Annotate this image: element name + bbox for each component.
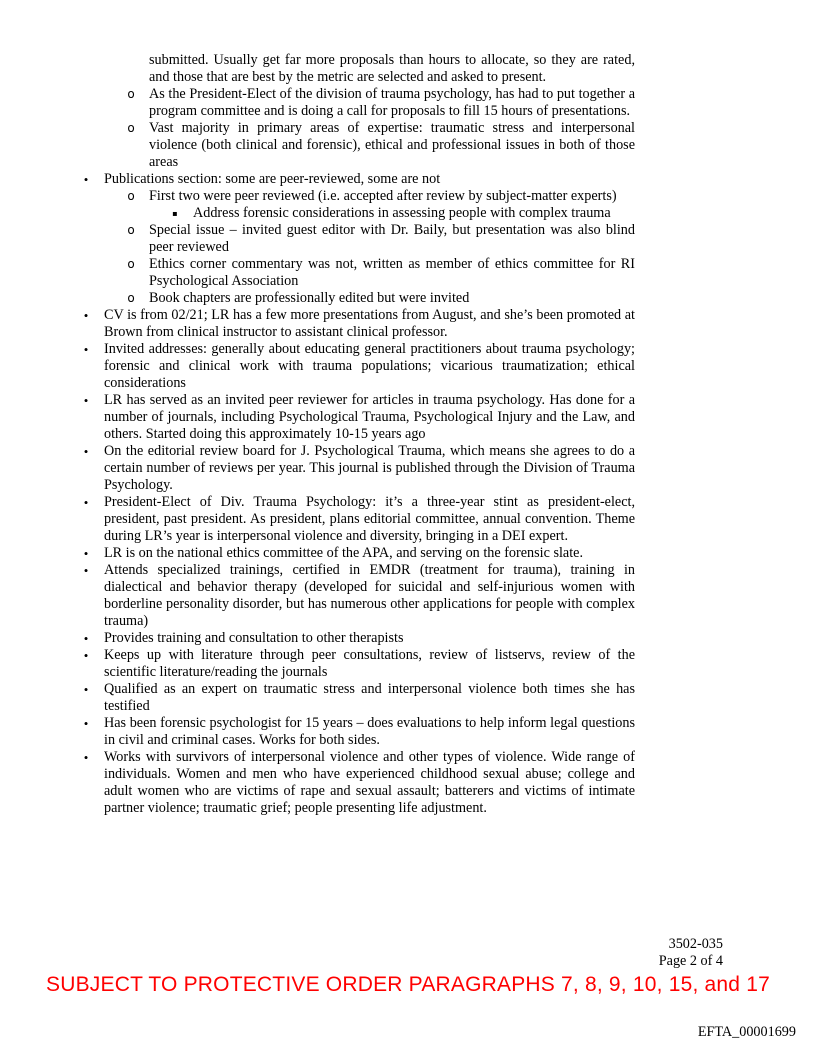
sub-bullet: o Book chapters are professionally edited but were invited <box>149 290 635 307</box>
page-number: Page 2 of 4 <box>658 953 723 969</box>
bullet-qualified-expert: • Qualified as an expert on traumatic stress and interpersonal violence both times she has testified <box>104 681 635 715</box>
bullet-icon: • <box>83 393 89 408</box>
peer-review-sublist <box>149 205 635 222</box>
bullet-peer-reviewer: • LR has served as an invited peer reviewer for articles in trauma psychology. Has done for a number of journals, including Psychological Trauma, Psychological Injury and the Law, and others. Started doing this approximately 10-15 years ago <box>104 392 635 443</box>
bates-number: EFTA_00001699 <box>697 1024 796 1040</box>
page-footer-meta <box>659 936 723 970</box>
bullet-forensic: • Has been forensic psychologist for 15 years – does evaluations to help inform legal questions in civil and criminal cases. Works for both sides. <box>104 715 635 749</box>
bullet-icon: • <box>83 342 89 357</box>
bullet-trainings: • Attends specialized trainings, certified in EMDR (treatment for trauma), training in dialectical and behavior therapy (developed for suicidal and self-injurious women with borderline personality disorder, but has numerous other applications for people with complex trauma) <box>104 562 635 630</box>
bullet-icon: • <box>83 648 89 663</box>
sub-sub-bullet: ▪ Address forensic considerations in assessing people with complex trauma <box>193 205 635 222</box>
sub-bullet: o Vast majority in primary areas of expertise: traumatic stress and interpersonal violence (both clinical and forensic), ethical and professional issues in both of those areas <box>149 120 635 171</box>
main-bullet-list <box>80 171 635 817</box>
bullet-icon: • <box>83 716 89 731</box>
sub-bullet: o As the President-Elect of the division of trauma psychology, has had to put together a program committee and is doing a call for proposals to fill 15 hours of presentations. <box>149 86 635 120</box>
sub-bullet: o Ethics corner commentary was not, written as member of ethics committee for RI Psychological Association <box>149 256 635 290</box>
bullet-icon: • <box>83 308 89 323</box>
bullet-icon: • <box>83 563 89 578</box>
notes-body <box>80 52 635 817</box>
bullet-icon: • <box>83 750 89 765</box>
bullet-consultation: • Provides training and consultation to other therapists <box>104 630 635 647</box>
bullet-icon: • <box>83 631 89 646</box>
circle-bullet-icon: o <box>127 291 135 305</box>
sub-bullet: o First two were peer reviewed (i.e. accepted after review by subject-matter experts) ▪ Address forensic considerations in assessing people with complex trauma <box>149 188 635 222</box>
bullet-icon: • <box>83 495 89 510</box>
square-bullet-icon: ▪ <box>172 209 178 218</box>
circle-bullet-icon: o <box>127 257 135 271</box>
bullet-invited-addresses: • Invited addresses: generally about educating general practitioners about trauma psychology; forensic and clinical work with trauma populations; vicarious traumatization; ethical considerations <box>104 341 635 392</box>
bullet-icon: • <box>83 682 89 697</box>
bullet-literature: • Keeps up with literature through peer consultations, review of listservs, review of the scientific literature/reading the journals <box>104 647 635 681</box>
circle-bullet-icon: o <box>127 87 135 101</box>
circle-bullet-icon: o <box>127 223 135 237</box>
publications-sublist <box>104 188 635 307</box>
document-number: 3502-035 <box>668 936 723 952</box>
continuation-paragraph: submitted. Usually get far more proposals than hours to allocate, so they are rated, and those that are best by the metric are selected and asked to present. <box>149 52 635 85</box>
bullet-icon: • <box>83 172 89 187</box>
continuation-sublist <box>104 86 635 171</box>
protective-order-notice: SUBJECT TO PROTECTIVE ORDER PARAGRAPHS 7, 8, 9, 10, 15, and 17 <box>46 973 770 996</box>
continuation-list-wrapper <box>80 86 635 171</box>
bullet-icon: • <box>83 546 89 561</box>
bullet-editorial-board: • On the editorial review board for J. Psychological Trauma, which means she agrees to do a certain number of reviews per year. This journal is published through the Division of Trauma Psychology. <box>104 443 635 494</box>
bullet-icon: • <box>83 444 89 459</box>
bullet-publications: • Publications section: some are peer-reviewed, some are not o First two were peer reviewed (i.e. accepted after review by subject-matter experts) ▪ Address forensic considerations in assessing people with complex trauma o Special issue – invited guest editor with Dr. Baily, but presentation was also blind peer reviewed o Ethics corner commentary was not, written as member of ethics committee for RI Psychological Association o Book chapters are professionally edited but were invited <box>104 171 635 307</box>
circle-bullet-icon: o <box>127 189 135 203</box>
bullet-president-elect: • President-Elect of Div. Trauma Psychology: it’s a three-year stint as president-elect, president, past president. As president, plans editorial committee, annual convention. Theme during LR’s year is interpersonal violence and diversity, bringing in a DEI expert. <box>104 494 635 545</box>
sub-bullet: o Special issue – invited guest editor with Dr. Baily, but presentation was also blind peer reviewed <box>149 222 635 256</box>
bullet-ethics-committee: • LR is on the national ethics committee of the APA, and serving on the forensic slate. <box>104 545 635 562</box>
bullet-cv: • CV is from 02/21; LR has a few more presentations from August, and she’s been promoted at Brown from clinical instructor to assistant clinical professor. <box>104 307 635 341</box>
circle-bullet-icon: o <box>127 121 135 135</box>
continuation-wrapper-item <box>104 86 635 171</box>
bullet-survivors: • Works with survivors of interpersonal violence and other types of violence. Wide range of individuals. Women and men who have experienced childhood sexual abuse; college and adult women who are victims of rape and sexual assault; batterers and victims of intimate partner violence; traumatic grief; people presenting life adjustment. <box>104 749 635 817</box>
